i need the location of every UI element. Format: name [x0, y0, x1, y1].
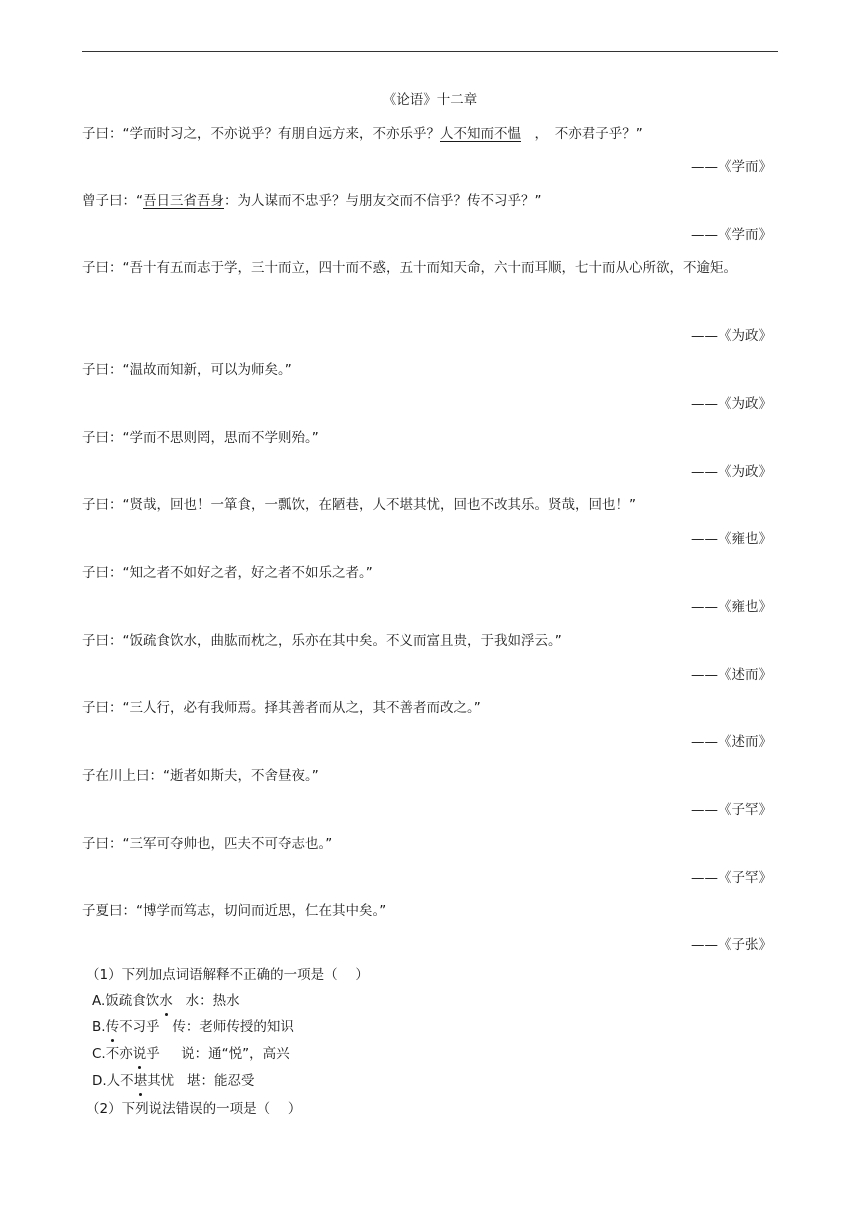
question-2-stem: （2）下列说法错误的一项是（ ）	[86, 1101, 302, 1117]
dotted-word: 水	[159, 993, 173, 1009]
question-1-option-c: C.不亦说乎 说：通“悦”，高兴	[92, 1046, 290, 1062]
passage-1: 子曰：“学而时习之，不亦说乎？有朋自远方来，不亦乐乎？人不知而不愠 ， 不亦君子乎？”	[82, 126, 643, 142]
passage-9-source: ——《述而》	[691, 734, 772, 750]
passage-3: 子曰：“吾十有五而志于学，三十而立，四十而不惑，五十而知天命，六十而耳顺，七十而从心所欲，不逾矩。	[82, 260, 737, 276]
question-1-option-b: B.传不习乎 传：老师传授的知识	[92, 1019, 294, 1035]
passage-8: 子曰：“饭疏食饮水，曲肱而枕之，乐亦在其中矣。不义而富且贵，于我如浮云。”	[82, 633, 562, 649]
passage-3-source: ——《为政》	[691, 328, 772, 344]
passage-7: 子曰：“知之者不如好之者，好之者不如乐之者。”	[82, 565, 373, 581]
passage-10: 子在川上曰：“逝者如斯夫，不舍昼夜。”	[82, 768, 319, 784]
dotted-word: 堪	[133, 1073, 148, 1089]
passage-4: 子曰：“温故而知新，可以为师矣。”	[82, 362, 292, 378]
passage-8-source: ——《述而》	[691, 667, 772, 683]
question-1-option-a: A.饭疏食饮水 水：热水	[92, 993, 240, 1009]
dotted-word: 说	[132, 1046, 147, 1062]
passage-7-source: ——《雍也》	[691, 599, 772, 615]
passage-5-source: ——《为政》	[691, 464, 772, 480]
passage-12: 子夏曰：“博学而笃志，切问而近思，仁在其中矣。”	[82, 903, 387, 919]
passage-12-source: ——《子张》	[691, 937, 772, 953]
underlined-phrase: 人不知而不愠	[440, 126, 521, 142]
passage-10-source: ——《子罕》	[691, 802, 772, 818]
passage-4-source: ——《为政》	[691, 396, 772, 412]
passage-11-source: ——《子罕》	[691, 870, 772, 886]
underlined-phrase: 吾日三省吾身	[143, 193, 224, 209]
question-1-stem: （1）下列加点词语解释不正确的一项是（ ）	[86, 967, 369, 983]
passage-2: 曾子曰：“吾日三省吾身：为人谋而不忠乎？与朋友交而不信乎？传不习乎？”	[82, 193, 542, 209]
header-rule	[82, 51, 778, 52]
question-1-option-d: D.人不堪其忧 堪：能忍受	[92, 1073, 255, 1089]
passage-6: 子曰：“贤哉，回也！一箪食，一瓢饮，在陋巷，人不堪其忧，回也不改其乐。贤哉，回也！”	[82, 497, 636, 513]
passage-5: 子曰：“学而不思则罔，思而不学则殆。”	[82, 430, 319, 446]
document-title: 《论语》十二章	[382, 92, 478, 108]
passage-9: 子曰：“三人行，必有我师焉。择其善者而从之，其不善者而改之。”	[82, 700, 481, 716]
dotted-word: 传	[105, 1019, 120, 1035]
passage-2-source: ——《学而》	[691, 227, 772, 243]
passage-11: 子曰：“三军可夺帅也，匹夫不可夺志也。”	[82, 836, 333, 852]
passage-6-source: ——《雍也》	[691, 531, 772, 547]
passage-1-source: ——《学而》	[691, 159, 772, 175]
